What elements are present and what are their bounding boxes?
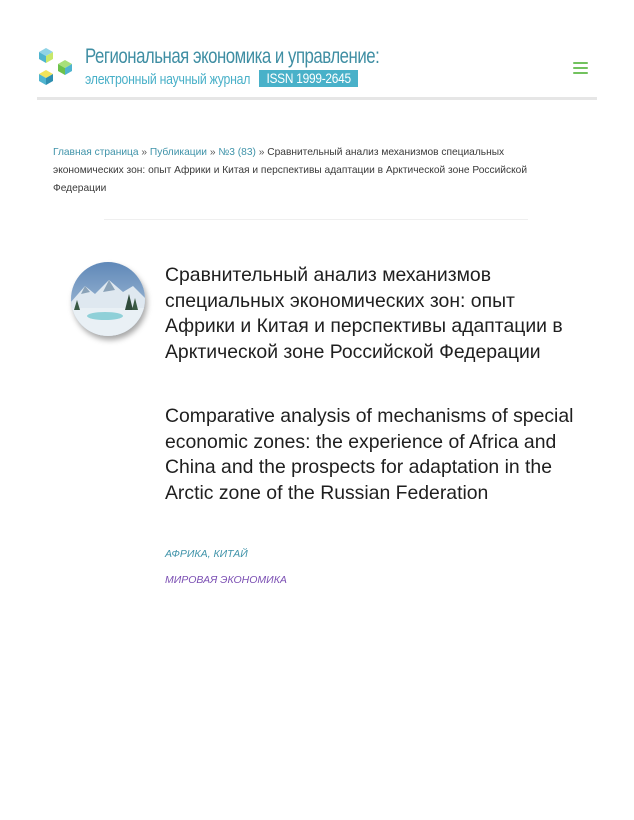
tag-link-africa[interactable]: АФРИКА [165,548,208,560]
hexagon-cubes-logo[interactable] [37,46,77,88]
breadcrumb-home-link[interactable]: Главная страница [53,147,139,158]
site-title[interactable]: Региональная экономика и управление: [85,45,380,68]
menu-bar [573,62,588,64]
hamburger-menu-icon[interactable] [573,62,588,74]
article-category [165,574,287,586]
issn-text: ISSN 1999-2645 [266,70,351,86]
article-title-ru: Сравнительный анализ механизмов специальных экономических зон: опыт Африки и Китая и перспективы адаптации в Арктической зоне Российской Федерации [165,264,563,363]
breadcrumb-separator: » [141,147,148,158]
breadcrumb-issue-link[interactable]: №3 (83) [218,147,256,158]
breadcrumb-current: Сравнительный анализ механизмов специальных экономических зон: опыт Африки и Китая и перспективы адаптации в Арктической зоне Российской Федерации [53,147,528,194]
tag-separator: , [207,548,211,560]
article-tags [165,548,248,560]
tag-link-china[interactable]: КИТАЙ [213,548,248,560]
category-link[interactable]: МИРОВАЯ ЭКОНОМИКА [165,574,287,586]
breadcrumb-separator: » [258,147,265,158]
issn-badge [259,70,358,87]
breadcrumb-separator: » [209,147,216,158]
article-title-en: Comparative analysis of mechanisms of special economic zones: the experience of Africa and China and the prospects for adaptation in the Arctic zone of the Russian Federation [165,405,574,504]
breadcrumb [53,144,573,198]
breadcrumb-divider [104,219,528,220]
winter-landscape-thumbnail[interactable] [71,262,145,336]
header-divider [37,97,597,100]
breadcrumb-publications-link[interactable]: Публикации [149,147,207,158]
menu-bar [573,72,588,74]
menu-bar [573,67,588,69]
site-subtitle: электронный научный журнал [85,71,251,88]
site-header [37,40,597,98]
thumbnail-image [71,262,145,336]
